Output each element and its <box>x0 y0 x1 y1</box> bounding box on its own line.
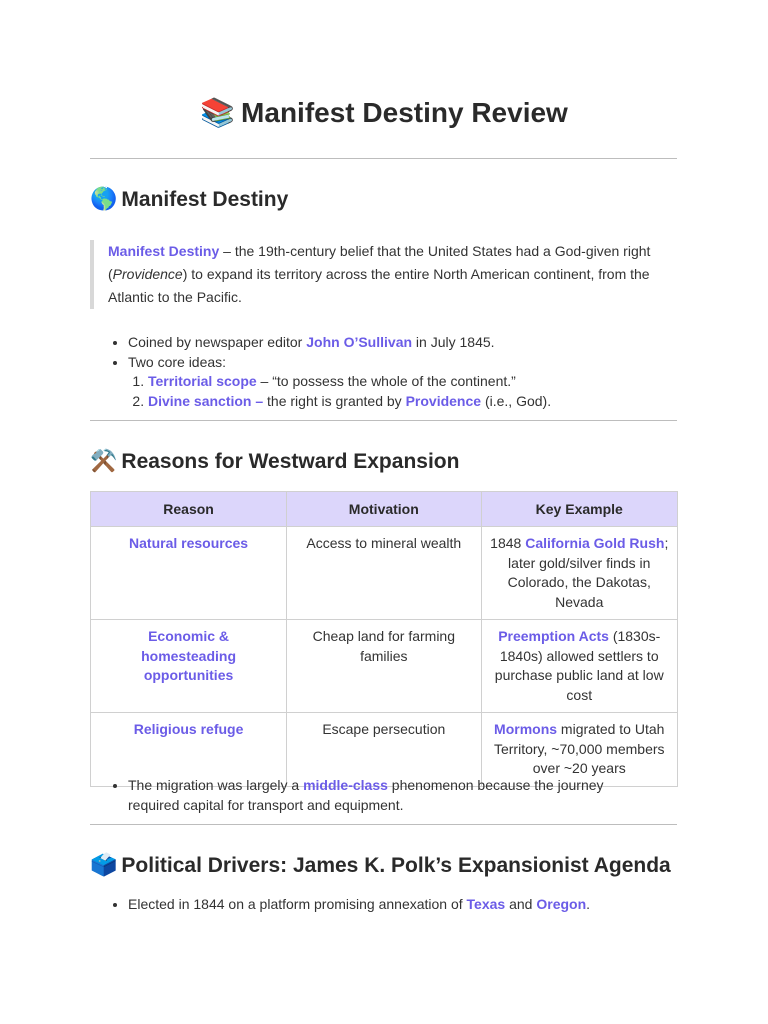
hammer-pick-icon: ⚒️ <box>90 448 118 473</box>
polk-bullets <box>108 895 590 915</box>
manifest-destiny-bullets <box>108 333 551 411</box>
cell-example <box>481 713 678 787</box>
list-item <box>128 333 551 353</box>
books-icon: 📚 <box>200 97 236 128</box>
cell-motivation: Cheap land for farming families <box>287 620 481 713</box>
bullet-text: Coined by newspaper editor <box>128 334 307 350</box>
name-john-osullivan: John O’Sullivan <box>306 334 413 350</box>
table-row <box>91 527 678 620</box>
section-heading-text: Political Drivers: James K. Polk’s Expansionist Agenda <box>121 854 671 877</box>
core-ideas-list <box>128 372 551 411</box>
term-oregon: Oregon <box>536 896 587 912</box>
item-text: the right is granted by <box>263 392 406 409</box>
note-text-end: phenomenon because the journey required capital for transport and equipment. <box>128 777 604 813</box>
migration-note-list <box>108 776 648 815</box>
example-text-end: (1830s-1840s) allowed settlers to purchase public land at low cost <box>494 628 664 703</box>
term-divine-sanction: Divine sanction – <box>148 392 264 409</box>
section-heading-westward-expansion <box>90 446 459 477</box>
definition-text: – the 19th-century belief that the United States had a God-given right ( <box>108 243 651 282</box>
reason-text: Natural resources <box>129 535 249 551</box>
item-text: – “to possess the whole of the continent.” <box>256 373 516 389</box>
term-middle-class: middle-class <box>303 777 388 793</box>
term-territorial-scope: Territorial scope <box>148 373 257 389</box>
example-highlight: Mormons <box>494 721 558 737</box>
column-header-reason: Reason <box>91 492 287 527</box>
divider <box>90 824 677 825</box>
page-title-text: Manifest Destiny Review <box>241 97 568 128</box>
example-text-end: ; later gold/silver finds in Colorado, the Dakotas, Nevada <box>507 535 669 610</box>
cell-reason <box>91 527 287 620</box>
example-highlight: Preemption Acts <box>498 628 609 644</box>
ballot-box-icon: 🗳️ <box>90 852 118 877</box>
list-item <box>128 353 551 412</box>
list-item <box>128 895 590 915</box>
table-row <box>91 620 678 713</box>
bullet-text-end: in July 1845. <box>412 334 495 350</box>
cell-example <box>481 620 678 713</box>
item-text-end: (i.e., God). <box>481 392 552 409</box>
cell-motivation: Access to mineral wealth <box>287 527 481 620</box>
cell-example <box>481 527 678 620</box>
section-heading-manifest-destiny <box>90 184 288 215</box>
table-header-row <box>91 492 678 527</box>
section-heading-political-drivers <box>90 850 671 881</box>
column-header-motivation: Motivation <box>287 492 481 527</box>
column-header-key-example: Key Example <box>481 492 678 527</box>
bullet-text: Two core ideas: <box>128 353 227 370</box>
term-providence-link: Providence <box>405 392 482 409</box>
section-heading-text: Manifest Destiny <box>121 188 289 211</box>
divider <box>90 420 677 421</box>
cell-reason <box>91 713 287 787</box>
list-item <box>128 776 648 815</box>
cell-motivation: Escape persecution <box>287 713 481 787</box>
example-text-end: migrated to Utah Territory, ~70,000 members over ~20 years <box>493 721 665 776</box>
reason-text: Economic & homesteading opportunities <box>141 628 236 683</box>
bullet-text-end: . <box>586 896 591 912</box>
divider <box>90 158 677 159</box>
example-text: 1848 <box>490 535 526 551</box>
list-item <box>148 372 551 392</box>
example-highlight: California Gold Rush <box>525 535 665 551</box>
cell-reason <box>91 620 287 713</box>
list-item <box>148 392 551 412</box>
term-manifest-destiny: Manifest Destiny <box>108 243 220 259</box>
page-title <box>0 93 768 133</box>
reason-text: Religious refuge <box>133 721 244 737</box>
term-texas: Texas <box>466 896 506 912</box>
bullet-text: Elected in 1844 on a platform promising annexation of <box>128 896 467 912</box>
globe-icon: 🌎 <box>90 186 118 211</box>
definition-text-end: ) to expand its territory across the entire North American continent, from the Atlantic to the Pacific. <box>108 266 650 305</box>
reasons-table <box>90 491 678 787</box>
term-providence: Providence <box>112 266 183 282</box>
definition-blockquote <box>90 240 688 309</box>
note-text: The migration was largely a <box>128 777 304 793</box>
bullet-text-mid: and <box>505 896 537 912</box>
table-row <box>91 713 678 787</box>
section-heading-text: Reasons for Westward Expansion <box>121 450 460 473</box>
